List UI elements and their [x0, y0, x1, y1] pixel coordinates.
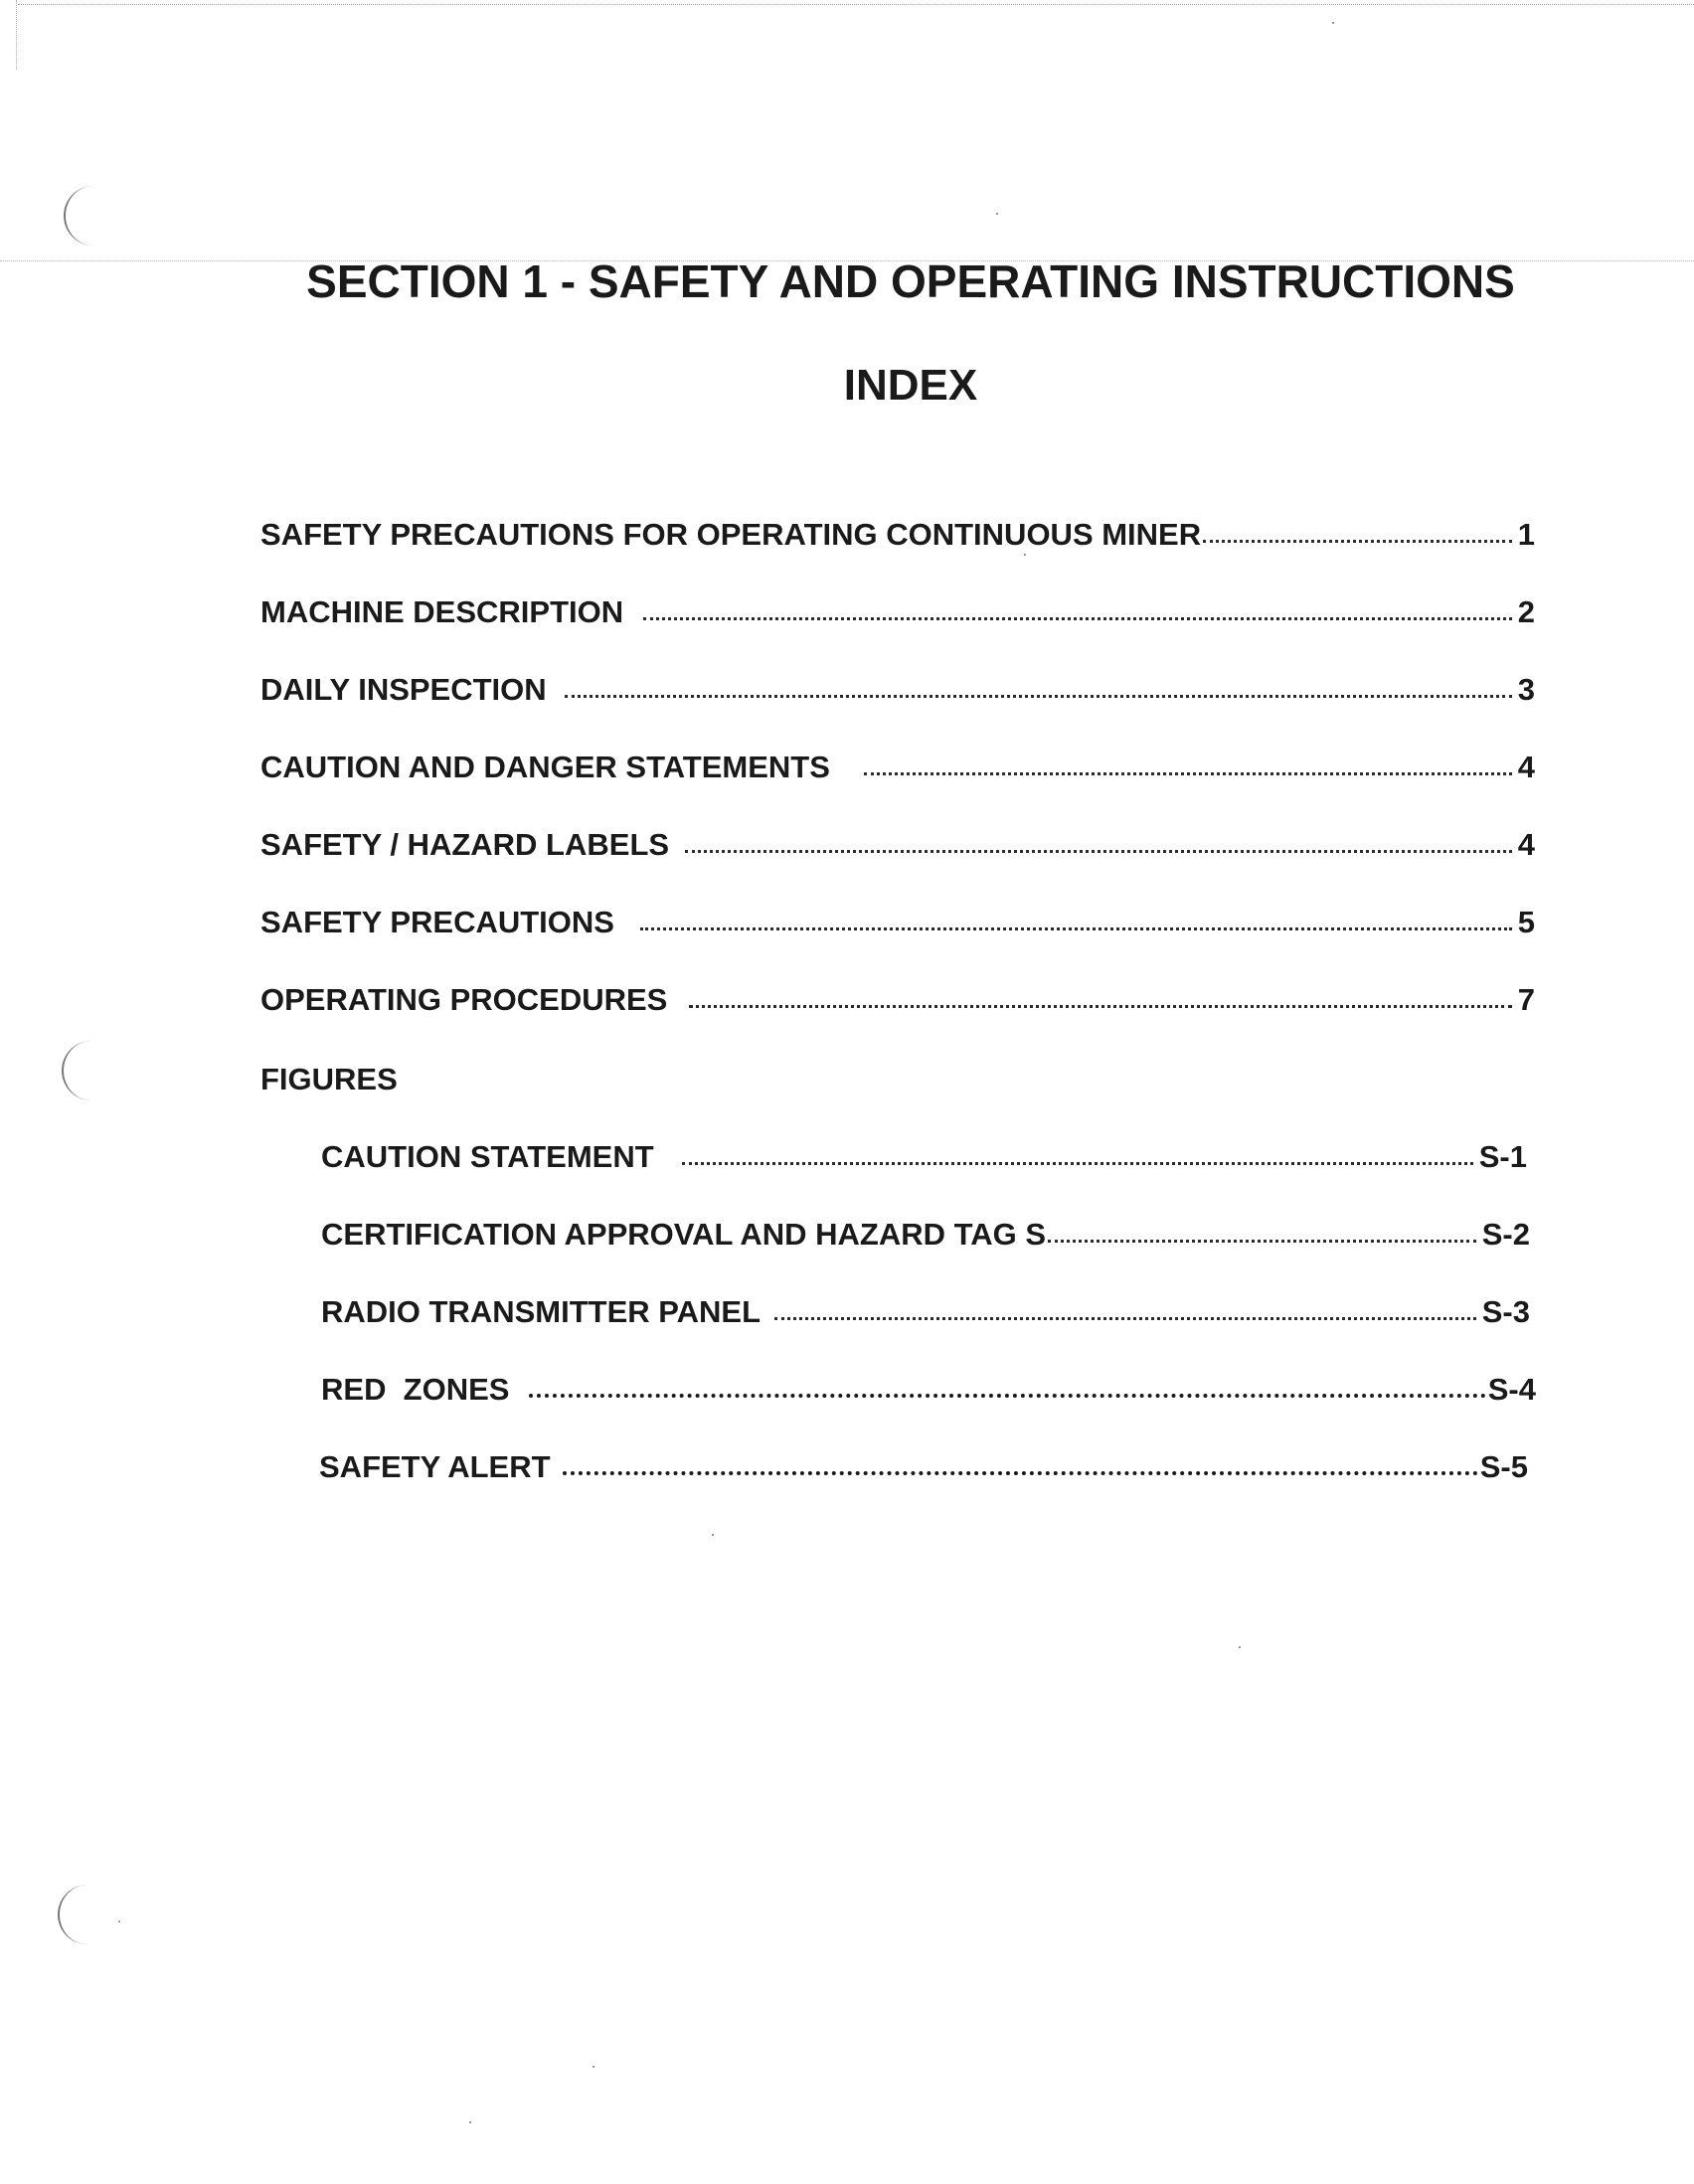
toc-entry [260, 748, 1535, 787]
toc-entry-label: CAUTION AND DANGER STATEMENTS [260, 750, 830, 784]
figure-entry-label: CAUTION STATEMENT [321, 1139, 654, 1174]
figure-entry-page: S-1 [1478, 1139, 1527, 1174]
scan-speck [1239, 1646, 1241, 1648]
toc-entry-page: 7 [1517, 982, 1535, 1017]
dot-leader [1203, 540, 1512, 543]
figure-entry-page: S-3 [1481, 1294, 1530, 1329]
figure-entry [321, 1292, 1530, 1332]
toc-entry-page: 3 [1517, 672, 1535, 707]
dot-leader [682, 1162, 1473, 1165]
index-title: INDEX [843, 361, 978, 410]
dot-leader [864, 772, 1512, 775]
figure-entry [321, 1370, 1536, 1410]
scan-speck [996, 213, 998, 215]
scan-border-top [18, 4, 1694, 5]
punch-hole-top [64, 186, 93, 246]
dot-leader [689, 1005, 1511, 1008]
toc-entry-label: DAILY INSPECTION [260, 672, 547, 707]
scan-speck [469, 2121, 471, 2123]
figure-entry-label: SAFETY ALERT [319, 1449, 551, 1484]
scan-speck [118, 1921, 120, 1923]
toc-entry-page: 4 [1517, 827, 1535, 862]
figure-entry-label: RADIO TRANSMITTER PANEL [321, 1294, 762, 1329]
toc-entry-page: 5 [1517, 905, 1535, 939]
toc-entry-label: OPERATING PROCEDURES [260, 982, 668, 1017]
toc-entry-page: 4 [1517, 750, 1535, 784]
figure-entry [321, 1215, 1530, 1255]
dot-leader [774, 1317, 1476, 1320]
section-title: SECTION 1 - SAFETY AND OPERATING INSTRUCTIONS [306, 255, 1515, 307]
figure-entry-page: S-4 [1487, 1372, 1536, 1407]
toc-entry-label: MACHINE DESCRIPTION [260, 594, 624, 629]
figure-entry [321, 1137, 1527, 1177]
figure-entry-page: S-2 [1481, 1217, 1530, 1252]
scan-border-left [16, 0, 17, 70]
figure-entry [319, 1447, 1528, 1487]
scan-speck [712, 1534, 714, 1536]
figure-entry-label: RED ZONES [321, 1372, 510, 1407]
dot-leader [529, 1394, 1485, 1398]
dot-leader [640, 927, 1512, 930]
toc-entry [260, 670, 1535, 710]
toc-entry-label: SAFETY PRECAUTIONS [260, 905, 614, 939]
figure-entry-label: CERTIFICATION APPROVAL AND HAZARD TAG S [321, 1217, 1047, 1252]
scan-speck [1332, 22, 1334, 24]
toc-entry [260, 903, 1535, 942]
dot-leader [643, 617, 1512, 620]
dot-leader [1048, 1240, 1476, 1243]
toc-entry [260, 515, 1535, 555]
toc-entry [260, 592, 1535, 632]
toc-entry [260, 825, 1535, 865]
punch-hole-bottom [58, 1885, 87, 1944]
figure-entry-page: S-5 [1479, 1449, 1528, 1484]
figures-heading: FIGURES [260, 1062, 398, 1096]
scan-speck [593, 2066, 594, 2068]
dot-leader [565, 695, 1512, 698]
toc-entry-page: 1 [1517, 517, 1535, 552]
toc-entry-label: SAFETY PRECAUTIONS FOR OPERATING CONTINUOUS MINER [260, 517, 1202, 552]
punch-hole-middle [62, 1041, 91, 1100]
toc-entry-page: 2 [1517, 594, 1535, 629]
toc-entry-label: SAFETY / HAZARD LABELS [260, 827, 670, 862]
dot-leader [685, 850, 1512, 853]
dot-leader [563, 1471, 1478, 1475]
toc-entry [260, 980, 1535, 1020]
